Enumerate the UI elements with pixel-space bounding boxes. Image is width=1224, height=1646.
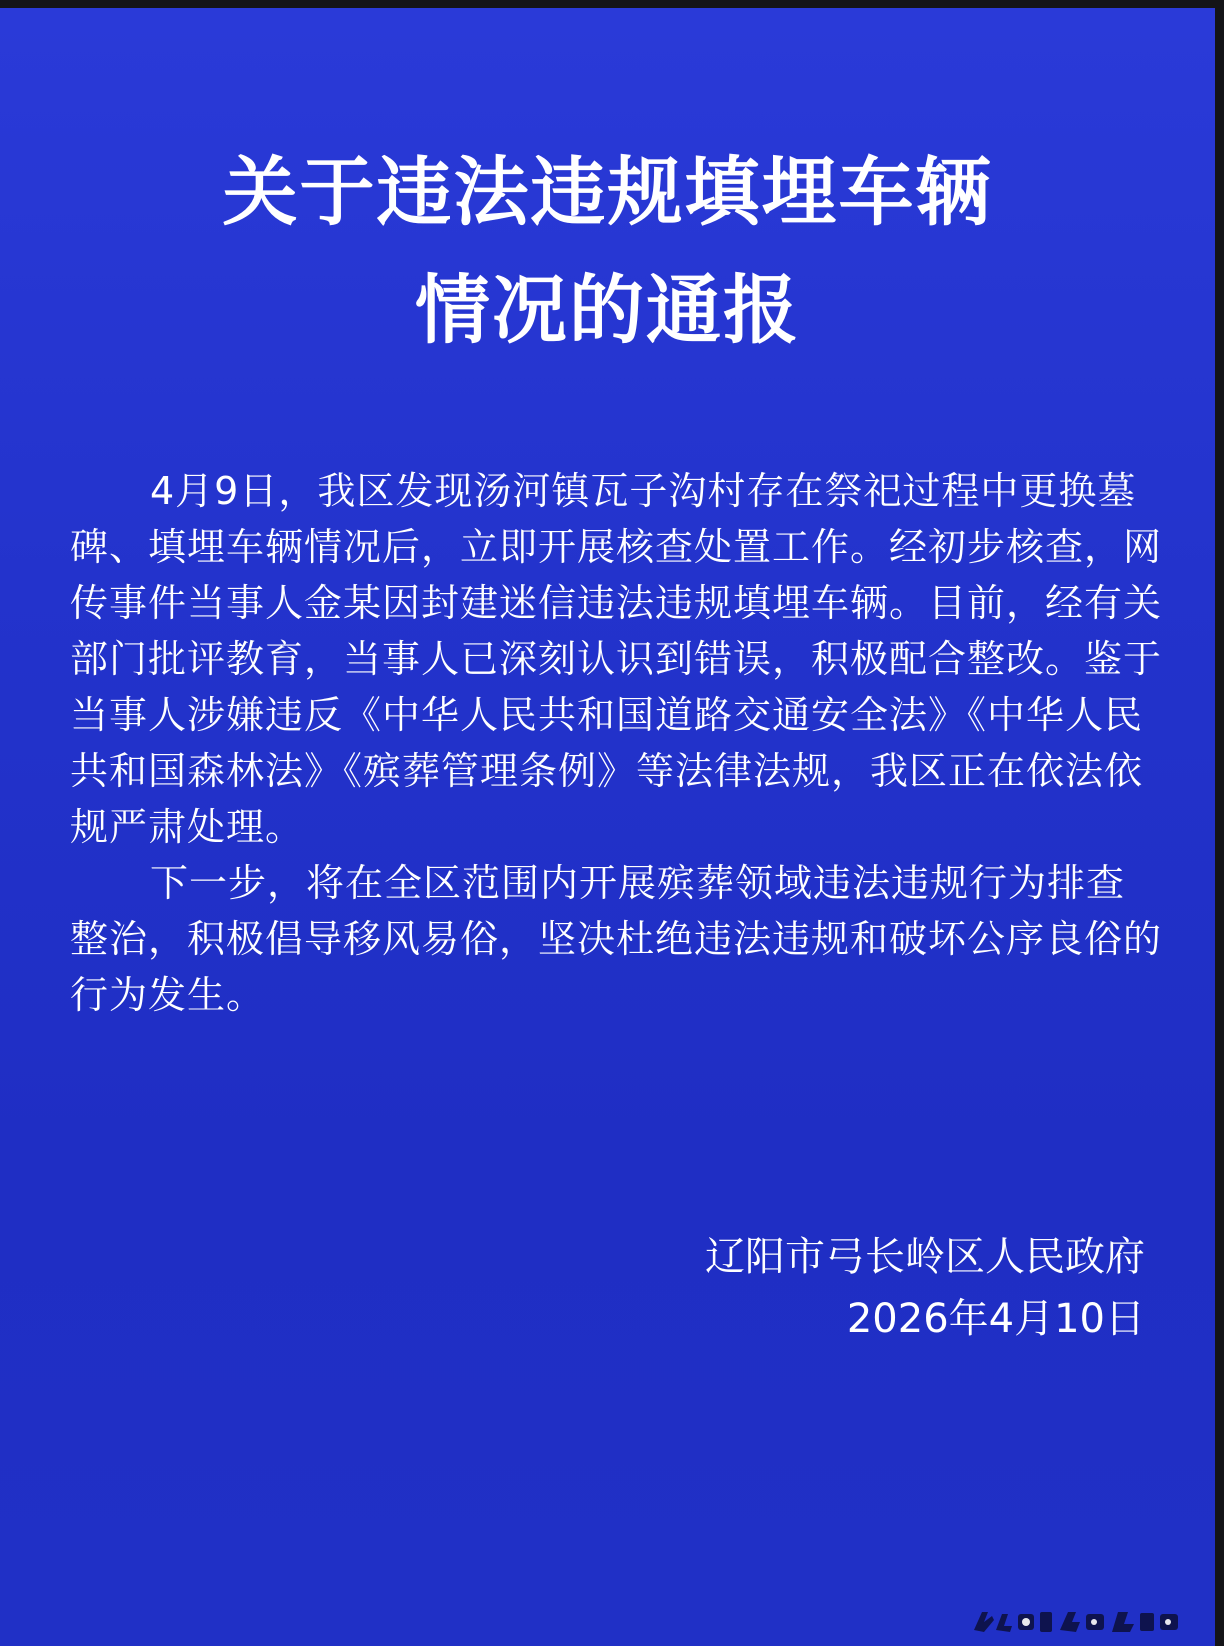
signature-block [445,1226,1145,1350]
paragraph-2: 下一步，将在全区范围内开展殡葬领域违法违规行为排查整治，积极倡导移风易俗，坚决杜绝违法违规和破坏公序良俗的行为发生。 [70,861,1163,1017]
title-line-1: 关于违法违规填埋车辆 [222,148,993,236]
notice-panel [0,8,1215,1646]
paragraph-1: 4月9日，我区发现汤河镇瓦子沟村存在祭祀过程中更换墓碑、填埋车辆情况后，立即开展核查处置工作。经初步核查，网传事件当事人金某因封建迷信违法违规填埋车辆。目前，经有关部门批评教育，当事人已深刻认识到错误，积极配合整改。鉴于当事人涉嫌违反《中华人民共和国道路交通安全法》《中华人民共和国森林法》《殡葬管理条例》等法律法规，我区正在依法依规严肃处理。 [70,469,1163,849]
right-frame-strip [1215,0,1224,1646]
watermark-icon [968,1604,1186,1638]
notice-body [70,463,1162,1023]
top-frame-strip [0,0,1224,8]
notice-title [0,133,1215,369]
issue-date: 2026年4月10日 [846,1296,1145,1342]
issuer-name: 辽阳市弓长岭区人民政府 [705,1234,1145,1280]
title-line-2: 情况的通报 [414,266,800,354]
